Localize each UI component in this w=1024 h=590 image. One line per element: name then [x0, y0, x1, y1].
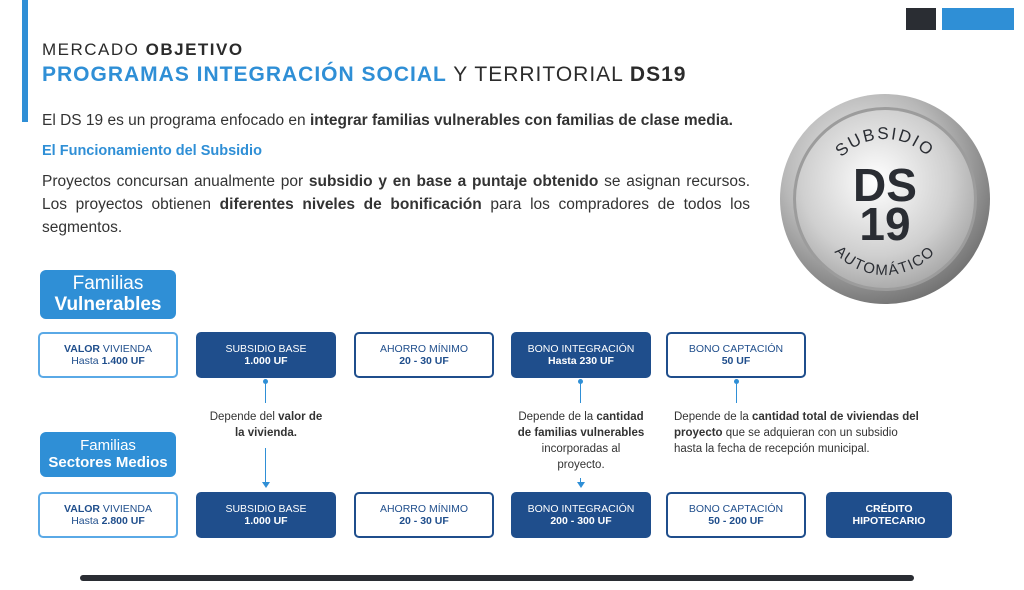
page-title: PROGRAMAS INTEGRACIÓN SOCIAL Y TERRITORIAL DS19: [42, 63, 687, 86]
connector-arrow: [577, 482, 585, 488]
bono-integracion-vulnerables: BONO INTEGRACIÓN Hasta 230 UF: [511, 332, 651, 378]
bottom-divider: [80, 575, 914, 581]
bono-captacion-medios: BONO CAPTACIÓN 50 - 200 UF: [666, 492, 806, 538]
ahorro-minimo-medios: AHORRO MÍNIMO 20 - 30 UF: [354, 492, 494, 538]
section-title: MERCADO OBJETIVO: [42, 40, 244, 59]
note-subsidio: Depende del valor de la vivienda.: [209, 411, 323, 439]
connector-arrow: [262, 482, 270, 488]
connector-line: [265, 383, 266, 403]
corner-blue-block: [942, 8, 1014, 30]
note-integracion: Depende de la cantidad de familias vulnerables incorporadas al proyecto.: [517, 411, 645, 471]
seal-19: 19: [859, 198, 911, 250]
note-captacion: Depende de la cantidad total de viviendas del proyecto que se adquieran con un subsidio hasta la fecha de recepción municipal.: [674, 411, 919, 455]
seal-ds: DS: [853, 159, 917, 211]
intro-text: El DS 19 es un programa enfocado en integrar familias vulnerables con familias de clase media.: [42, 112, 733, 129]
ahorro-minimo-vulnerables: AHORRO MÍNIMO 20 - 30 UF: [354, 332, 494, 378]
connector-line: [265, 448, 266, 482]
seal-top-text: SUBSIDIO: [831, 123, 939, 161]
seal-bottom-text: AUTOMÁTICO: [831, 242, 939, 280]
subsidio-base-medios: SUBSIDIO BASE 1.000 UF: [196, 492, 336, 538]
bono-captacion-vulnerables: BONO CAPTACIÓN 50 UF: [666, 332, 806, 378]
valor-vivienda-vulnerables: VALOR VIVIENDA Hasta 1.400 UF: [38, 332, 178, 378]
funcionamiento-title: El Funcionamiento del Subsidio: [42, 143, 262, 159]
corner-dark-block: [906, 8, 936, 30]
familias-sectores-medios-label: Familias Sectores Medios: [40, 432, 176, 477]
connector-line: [580, 383, 581, 403]
familias-vulnerables-label: Familias Vulnerables: [40, 270, 176, 319]
accent-bar: [22, 0, 28, 122]
subsidio-base-vulnerables: SUBSIDIO BASE 1.000 UF: [196, 332, 336, 378]
connector-line: [736, 383, 737, 403]
bono-integracion-medios: BONO INTEGRACIÓN 200 - 300 UF: [511, 492, 651, 538]
credito-hipotecario: CRÉDITO HIPOTECARIO: [826, 492, 952, 538]
valor-vivienda-medios: VALOR VIVIENDA Hasta 2.800 UF: [38, 492, 178, 538]
ds19-seal: [778, 92, 992, 306]
funcionamiento-text: Proyectos concursan anualmente por subsidio y en base a puntaje obtenido se asignan recursos. Los proyectos obtienen diferentes niveles de bonificación para los compradores de todos los segmentos.: [42, 173, 750, 236]
